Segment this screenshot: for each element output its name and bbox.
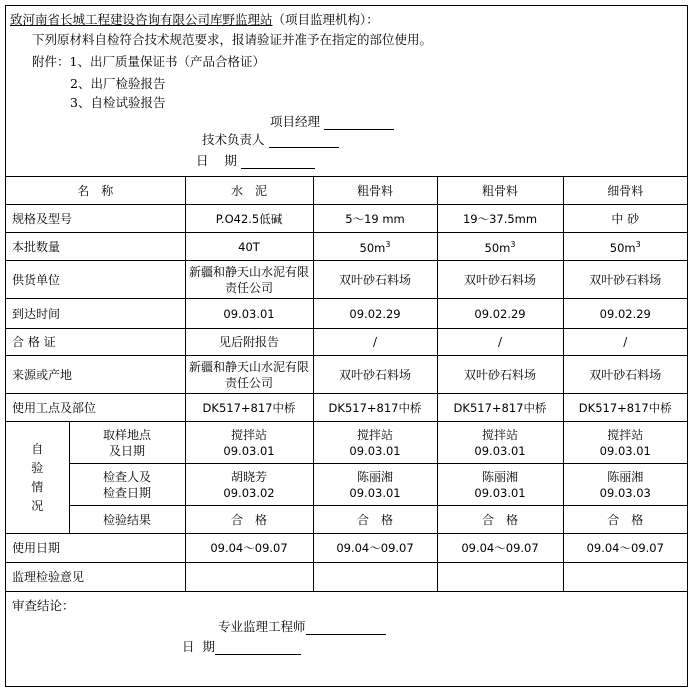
cell: 09.02.29 (563, 299, 687, 329)
attachment-3: 3、自检试验报告 (70, 95, 166, 110)
date-label: 日 期 (196, 153, 237, 168)
group-label-char: 自 (31, 441, 44, 456)
cell (563, 233, 687, 261)
row-label: 到达时间 (6, 299, 185, 329)
cell: 新疆和静天山水泥有限责任公司 (185, 261, 313, 299)
supervision-opinion-row (6, 563, 687, 592)
cell-line: 搅拌站 (482, 427, 519, 442)
row-label: 监理检验意见 (6, 563, 185, 592)
self-check-group-label (6, 422, 69, 534)
cell-line: 陈丽湘 (607, 469, 644, 484)
quantity-value: 50m (609, 240, 636, 255)
cell (185, 464, 313, 506)
row-label: 本批数量 (6, 233, 185, 261)
group-label-char: 情 (31, 479, 44, 494)
cell (563, 422, 687, 464)
row-label: 供货单位 (6, 261, 185, 299)
table-row (6, 261, 687, 299)
unit-superscript: 3 (510, 240, 516, 250)
sub-row-label (69, 422, 185, 464)
cell: 见后附报告 (185, 329, 313, 356)
cell: 合 格 (185, 506, 313, 534)
opinion-cell[interactable] (437, 563, 563, 592)
column-header-fine: 细骨料 (563, 177, 687, 205)
cell-line: 09.03.01 (474, 485, 526, 500)
group-label-char: 况 (31, 498, 44, 513)
cell-line: 09.03.01 (599, 443, 651, 458)
cell: 40T (185, 233, 313, 261)
cell (313, 464, 437, 506)
cell: 19～37.5mm (437, 205, 563, 233)
cell-line: 搅拌站 (607, 427, 644, 442)
cell-line: 09.03.01 (223, 443, 275, 458)
form-footer (6, 592, 687, 686)
cell: 双叶砂石料场 (563, 261, 687, 299)
cell: DK517+817中桥 (437, 394, 563, 422)
table-row (6, 233, 687, 261)
cell: 合 格 (563, 506, 687, 534)
project-manager-line (270, 112, 394, 130)
footer-date-blank (215, 642, 301, 655)
cell: 双叶砂石料场 (437, 356, 563, 394)
cell-line: 搅拌站 (231, 427, 268, 442)
cell: / (437, 329, 563, 356)
footer-date-label: 日 期 (182, 639, 215, 654)
sub-label-line: 取样地点 (103, 427, 152, 442)
column-header-cement: 水 泥 (185, 177, 313, 205)
row-label: 合 格 证 (6, 329, 185, 356)
row-label: 使用日期 (6, 534, 185, 563)
cell: 合 格 (437, 506, 563, 534)
tech-lead-label: 技术负责人 (202, 132, 265, 147)
sub-label-line: 及日期 (109, 443, 146, 458)
cell: 09.02.29 (313, 299, 437, 329)
cell-line: 09.03.01 (474, 443, 526, 458)
addressee: 致河南省长城工程建设咨询有限公司库野监理站 (10, 12, 273, 27)
column-header-name: 名 称 (6, 177, 185, 205)
cell-line: 09.03.01 (349, 443, 401, 458)
cell-line: 胡晓芳 (231, 469, 268, 484)
attachment-1: 附件：1、出厂质量保证书（产品合格证） (32, 54, 265, 69)
cell: 09.04～09.07 (437, 534, 563, 563)
cell: 新疆和静天山水泥有限责任公司 (185, 356, 313, 394)
sub-row-label (69, 464, 185, 506)
cell: 09.04～09.07 (185, 534, 313, 563)
addressee-note: （项目监理机构）： (272, 12, 379, 27)
sub-label-line: 检查日期 (103, 485, 152, 500)
cell: 双叶砂石料场 (563, 356, 687, 394)
table-header-row (6, 177, 687, 205)
form-header (6, 6, 687, 176)
attachment-2: 2、出厂检验报告 (70, 76, 166, 91)
cell: 合 格 (313, 506, 437, 534)
table-row (6, 329, 687, 356)
date-line (196, 151, 315, 169)
use-date-row (6, 534, 687, 563)
cell (437, 464, 563, 506)
cell: DK517+817中桥 (185, 394, 313, 422)
cell: / (563, 329, 687, 356)
cell: 09.03.01 (185, 299, 313, 329)
cell (437, 422, 563, 464)
cell: 双叶砂石料场 (437, 261, 563, 299)
material-table (6, 176, 687, 592)
unit-superscript: 3 (635, 240, 641, 250)
column-header-coarse-2: 粗骨料 (437, 177, 563, 205)
self-check-row-inspector (6, 464, 687, 506)
row-label: 规格及型号 (6, 205, 185, 233)
cell: DK517+817中桥 (563, 394, 687, 422)
cell: DK517+817中桥 (313, 394, 437, 422)
cell: 09.02.29 (437, 299, 563, 329)
unit-superscript: 3 (385, 240, 391, 250)
cell (313, 233, 437, 261)
engineer-line (218, 617, 386, 635)
table-row (6, 356, 687, 394)
quantity-value: 50m (484, 240, 511, 255)
engineer-label: 专业监理工程师 (218, 619, 306, 634)
project-manager-blank (324, 117, 394, 130)
column-header-coarse-1: 粗骨料 (313, 177, 437, 205)
cell-line: 陈丽湘 (482, 469, 519, 484)
cell-line: 搅拌站 (357, 427, 394, 442)
date-blank (241, 156, 315, 169)
cell: 09.04～09.07 (563, 534, 687, 563)
sub-row-label: 检验结果 (69, 506, 185, 534)
cell: 双叶砂石料场 (313, 261, 437, 299)
self-check-row-result (6, 506, 687, 534)
cell-line: 09.03.03 (599, 485, 651, 500)
cell (437, 233, 563, 261)
cell: / (313, 329, 437, 356)
cell-line: 09.03.02 (223, 485, 275, 500)
cell (563, 464, 687, 506)
sub-label-line: 检查人及 (103, 469, 152, 484)
cell: 中 砂 (563, 205, 687, 233)
self-check-row-sampling (6, 422, 687, 464)
table-row (6, 299, 687, 329)
cell (313, 422, 437, 464)
cell: 5～19 mm (313, 205, 437, 233)
review-label: 审查结论： (12, 598, 75, 613)
row-label: 来源或产地 (6, 356, 185, 394)
cell-line: 09.03.01 (349, 485, 401, 500)
opinion-cell[interactable] (563, 563, 687, 592)
body-text: 下列原材料自检符合技术规范要求，报请验证并准予在指定的部位使用。 (32, 32, 433, 47)
footer-date-line (182, 637, 301, 655)
project-manager-label: 项目经理 (270, 114, 321, 129)
cell-line: 陈丽湘 (357, 469, 394, 484)
tech-lead-blank (269, 135, 339, 148)
addressee-line (10, 10, 379, 28)
cell (185, 422, 313, 464)
table-row (6, 394, 687, 422)
quantity-value: 50m (359, 240, 386, 255)
opinion-cell[interactable] (313, 563, 437, 592)
group-label-char: 验 (31, 460, 44, 475)
cell: 双叶砂石料场 (313, 356, 437, 394)
engineer-blank (306, 622, 386, 635)
opinion-cell[interactable] (185, 563, 313, 592)
cell: 09.04～09.07 (313, 534, 437, 563)
cell: P.O42.5低碱 (185, 205, 313, 233)
row-label: 使用工点及部位 (6, 394, 185, 422)
material-inspection-form (5, 5, 688, 687)
tech-lead-line (202, 130, 339, 148)
table-row (6, 205, 687, 233)
